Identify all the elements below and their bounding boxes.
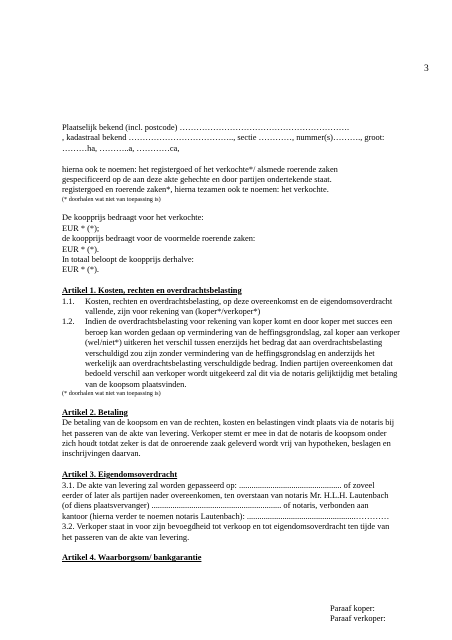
koopprijs-line: De koopprijs bedraagt voor het verkochte: [62, 213, 204, 223]
item-text: beroep kan worden gedaan op vermindering van de heffingsgrondslag, zal koper aan verkoper [85, 327, 400, 337]
koopprijs-line: EUR * (*). [62, 265, 99, 275]
item-text: verschuldigd zou zijn zonder vermindering van de heffingsgrondslag en anderzijds het [85, 348, 375, 358]
item-text: van de koopsom plaatsvinden. [85, 379, 187, 389]
footnote: (* doorhalen wat niet van toepassing is) [62, 195, 161, 203]
artikel-item [62, 317, 434, 327]
intro-line: ………ha, ………..a, …………ca, [62, 143, 180, 153]
artikel-4 [62, 553, 434, 563]
paragraph-line: het passeren van de akte van levering. Verkoper stemt er mee in dat de notaris de koopsom onder [62, 428, 387, 438]
item-text: bedoeld verschil aan verkoper wordt uitgekeerd zal dit via de notaris gelijktijdig met betaling [85, 369, 398, 379]
hierna-section [62, 165, 434, 205]
item-number: 1.1. [62, 296, 75, 306]
artikel-3 [62, 470, 434, 543]
paragraph-line: (of diens plaatsvervanger) .............................................................. of notaris, verbonden aan [62, 501, 369, 511]
page-number: 3 [424, 64, 429, 74]
koopprijs-line: EUR * (*); [62, 223, 100, 233]
koopprijs-line: In totaal beloopt de koopprijs derhalve: [62, 254, 194, 264]
initials-block [330, 604, 386, 625]
paragraph-line: inschrijvingen daarvan. [62, 449, 141, 459]
paraaf-koper: Paraaf koper: [330, 604, 375, 613]
item-number: 1.2. [62, 317, 75, 327]
paragraph-line: 3.1. De akte van levering zal worden gepasseerd op: ................................................. of zoveel [62, 480, 375, 490]
artikel-item [62, 297, 434, 307]
document-body [62, 123, 434, 564]
paragraph-line: eerder of later als partijen nader overeenkomen, ten overstaan van notaris Mr. H.L.H. Lautenbach [62, 490, 389, 500]
paragraph-line: 3.2. Verkoper staat in voor zijn bevoegdheid tot verkoop en tot eigendomsoverdracht ten tijde van [62, 522, 390, 532]
paraaf-verkoper: Paraaf verkoper: [330, 614, 386, 624]
artikel-heading: Artikel 3. Eigendomsoverdracht [62, 470, 178, 480]
item-text: werkelijk aan overdrachtsbelasting verschuldigde bedrag. Indien partijen overeenkomen dat [85, 359, 393, 368]
hierna-line: registergoed en roerende zaken*, hierna tezamen ook te noemen: het verkochte. [62, 185, 329, 195]
koopprijs-section [62, 213, 434, 275]
artikel-2 [62, 408, 434, 460]
paragraph-line: zich houdt totdat zeker is dat de onroerende zaak geleverd wordt vrij van hypotheken, beslagen en [62, 438, 391, 448]
artikel-heading: Artikel 2. Betaling [62, 407, 128, 417]
koopprijs-line: EUR * (*). [62, 244, 99, 254]
paragraph-line: De betaling van de koopsom en van de rechten, kosten en belastingen vindt plaats via de notaris bij [62, 418, 395, 428]
paragraph-line: kantoor (hierna verder te noemen notaris Lautenbach): ....................................................………… [62, 511, 390, 521]
paragraph-line: het passeren van de akte van levering. [62, 532, 190, 542]
footnote: (* doorhalen wat niet van toepassing is) [62, 390, 161, 398]
koopprijs-line: de koopprijs bedraagt voor de voormelde roerende zaken: [62, 234, 256, 244]
hierna-line: gespecificeerd op de aan deze akte gehechte en door partijen ondertekende staat. [62, 175, 332, 185]
item-text: Kosten, rechten en overdrachtsbelasting, op deze overeenkomst en de eigendomsoverdracht [85, 296, 393, 306]
artikel-1 [62, 286, 434, 399]
item-text: (wel/niet*) uitkeren het verschil tussen enerzijds het bedrag dat aan overdrachtsbelasting [85, 338, 383, 348]
intro-line: , kadastraal bekend ……………………………….., sectie …………, nummer(s)………., groot: [62, 133, 385, 143]
intro-section [62, 123, 434, 154]
item-text: vallende, zijn voor rekening van (koper*/verkoper*) [85, 306, 261, 316]
artikel-heading: Artikel 4. Waarborgsom/ bankgarantie [62, 553, 202, 563]
intro-line: Plaatselijk bekend (incl. postcode) ……………………………………………………. [62, 123, 350, 132]
artikel-heading: Artikel 1. Kosten, rechten en overdrachtsbelasting [62, 286, 242, 296]
item-text: Indien de overdrachtsbelasting voor rekening van koper komt en door koper met succes een [85, 317, 393, 327]
hierna-line: hierna ook te noemen: het registergoed of het verkochte*/ alsmede roerende zaken [62, 164, 338, 174]
